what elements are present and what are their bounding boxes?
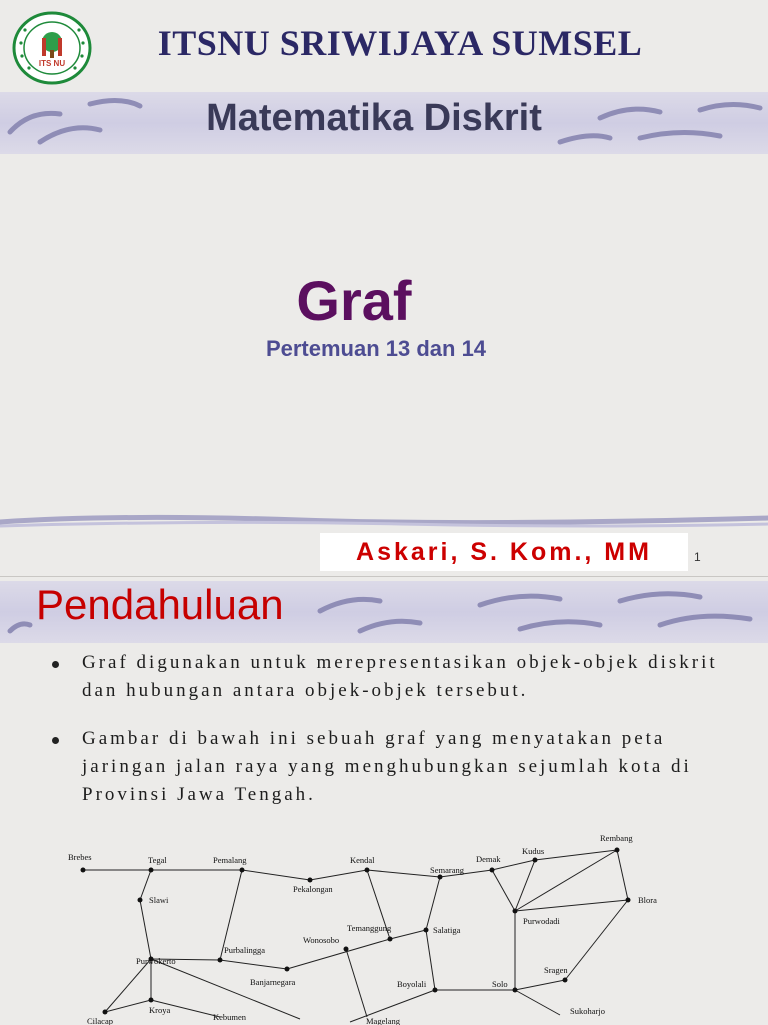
slide-subtitle: Pertemuan 13 dan 14 (265, 336, 487, 361)
map-city-labels (68, 833, 657, 1025)
city-label: Pekalongan (293, 884, 333, 894)
city-label: Purwodadi (523, 916, 560, 926)
page-number: 1 (694, 550, 701, 564)
city-label: Pemalang (213, 855, 247, 865)
city-label: Banjarnegara (250, 977, 296, 987)
city-label: Wonosobo (303, 935, 340, 945)
city-label: Cilacap (87, 1016, 113, 1025)
city-label: Purwokerto (136, 956, 176, 966)
divider-swoosh (0, 510, 768, 530)
bullet-text: Gambar di bawah ini sebuah graf yang menyatakan peta jaringan jalan raya yang menghubungkan sejumlah kota di Provinsi Jawa Tengah. (82, 728, 692, 805)
city-label: Blora (638, 895, 657, 905)
section-heading: Pendahuluan (36, 581, 284, 628)
city-label: Semarang (430, 865, 464, 875)
institution-logo (10, 10, 94, 86)
city-label: Tegal (148, 855, 167, 865)
bullet-icon (52, 661, 59, 668)
bullet-icon (52, 737, 59, 744)
bullet-text: Graf digunakan untuk merepresentasikan objek-objek diskrit dan hubungan antara objek-objek tersebut. (82, 652, 718, 701)
city-label: Demak (476, 854, 501, 864)
course-title: Matematika Diskrit (206, 97, 542, 139)
bullet-item (52, 725, 752, 809)
city-label: Solo (492, 979, 508, 989)
map-edges (83, 850, 628, 1022)
city-label: Sragen (544, 965, 568, 975)
city-label: Purbalingga (224, 945, 266, 955)
city-label: Magelang (366, 1016, 400, 1025)
bullet-list (52, 649, 752, 829)
content-slide (0, 576, 768, 1025)
logo-inner-text: ITS NU (38, 59, 66, 68)
city-label: Brebes (68, 852, 92, 862)
city-label: Kudus (522, 846, 545, 856)
city-label: Slawi (149, 895, 169, 905)
city-label: Rembang (600, 833, 633, 843)
city-label: Kendal (350, 855, 375, 865)
city-label: Salatiga (433, 925, 461, 935)
road-map-graph (60, 827, 760, 1025)
bullet-item (52, 649, 752, 705)
city-label: Boyolali (397, 979, 427, 989)
city-label: Kebumen (213, 1012, 247, 1022)
slide-title: Graf (296, 269, 412, 332)
author-name: Askari, S. Kom., MM (320, 533, 688, 571)
institution-name: ITSNU SRIWIJAYA SUMSEL (157, 23, 643, 63)
city-label: Sukoharjo (570, 1006, 605, 1016)
city-label: Kroya (149, 1005, 171, 1015)
city-label: Temanggung (347, 923, 392, 933)
